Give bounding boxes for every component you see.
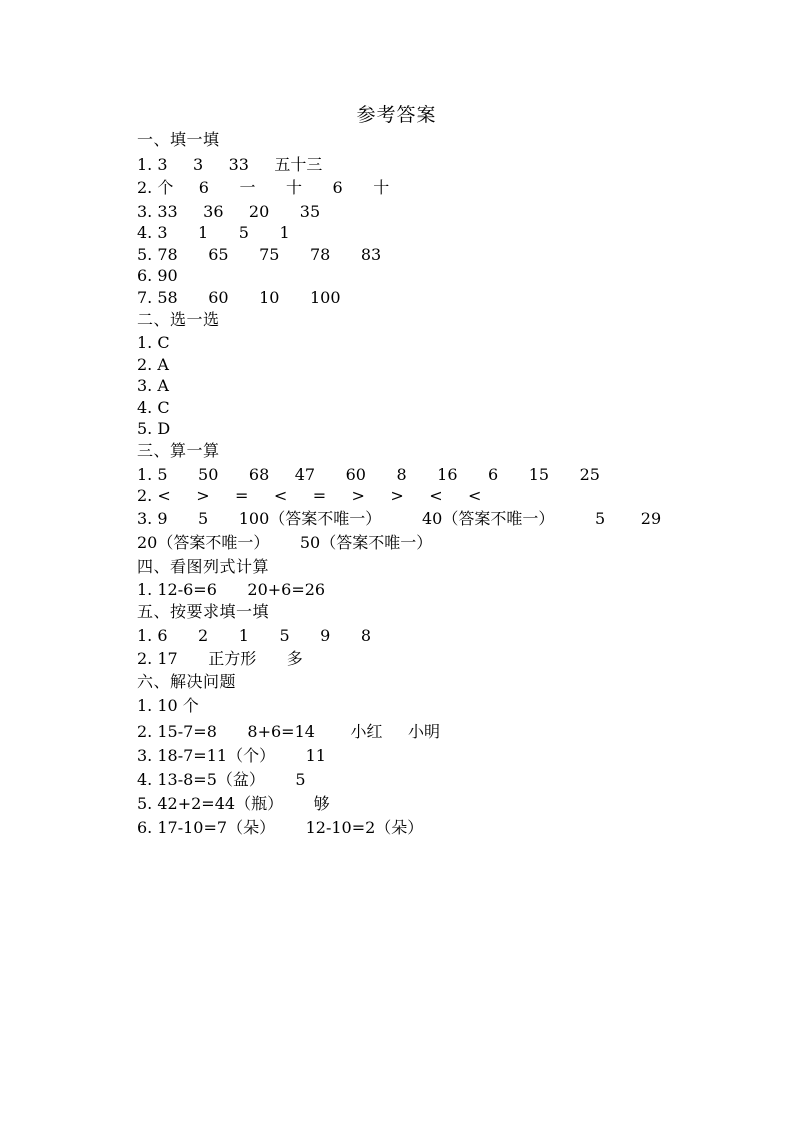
answer-line: 6. 17-10=7（朵） 12-10=2（朵） (137, 818, 424, 837)
answer-line: 4. 13-8=5（盆） 5 (137, 770, 306, 789)
answer-line: 4. 3 1 5 1 (137, 223, 290, 242)
answer-line: 5. D (137, 419, 171, 438)
answer-line: 4. C (137, 398, 170, 417)
answer-line: 1. 10 个 (137, 696, 199, 715)
answer-line: 3. 9 5 100（答案不唯一） 40（答案不唯一） 5 29 (137, 509, 662, 528)
section-heading-multiple-choice: 二、选一选 (137, 310, 220, 329)
answer-line: 3. A (137, 376, 169, 395)
answer-line: 2. 个 6 一 十 6 十 (137, 178, 390, 197)
section-heading-picture-equation: 四、看图列式计算 (137, 557, 270, 576)
answer-line: 3. 33 36 20 35 (137, 202, 321, 221)
page-title: 参考答案 (356, 104, 437, 126)
section-heading-fill-as-required: 五、按要求填一填 (137, 602, 270, 621)
answer-line: 2. 15-7=8 8+6=14 小红 小明 (137, 722, 440, 741)
answer-line: 1. C (137, 333, 170, 352)
answer-line: 1. 5 50 68 47 60 8 16 6 15 25 (137, 465, 600, 484)
answer-line: 1. 3 3 33 五十三 (137, 155, 323, 174)
section-heading-solve-problems: 六、解决问题 (137, 672, 237, 691)
answer-line: 5. 42+2=44（瓶） 够 (137, 794, 330, 813)
answer-line: 2. 17 正方形 多 (137, 649, 303, 668)
answer-line: 1. 6 2 1 5 9 8 (137, 626, 372, 645)
answer-line: 5. 78 65 75 78 83 (137, 245, 382, 264)
answer-line: 7. 58 60 10 100 (137, 288, 341, 307)
answer-line: 1. 12-6=6 20+6=26 (137, 580, 326, 599)
section-heading-fill-blanks: 一、填一填 (137, 130, 220, 149)
answer-line: 6. 90 (137, 266, 178, 285)
answer-line-continued: 20（答案不唯一） 50（答案不唯一） (137, 533, 433, 552)
answer-line: 2. A (137, 355, 169, 374)
section-heading-calculate: 三、算一算 (137, 441, 220, 460)
answer-line: 2. < > = < = > > < < (137, 486, 482, 505)
answer-line: 3. 18-7=11（个） 11 (137, 746, 326, 765)
